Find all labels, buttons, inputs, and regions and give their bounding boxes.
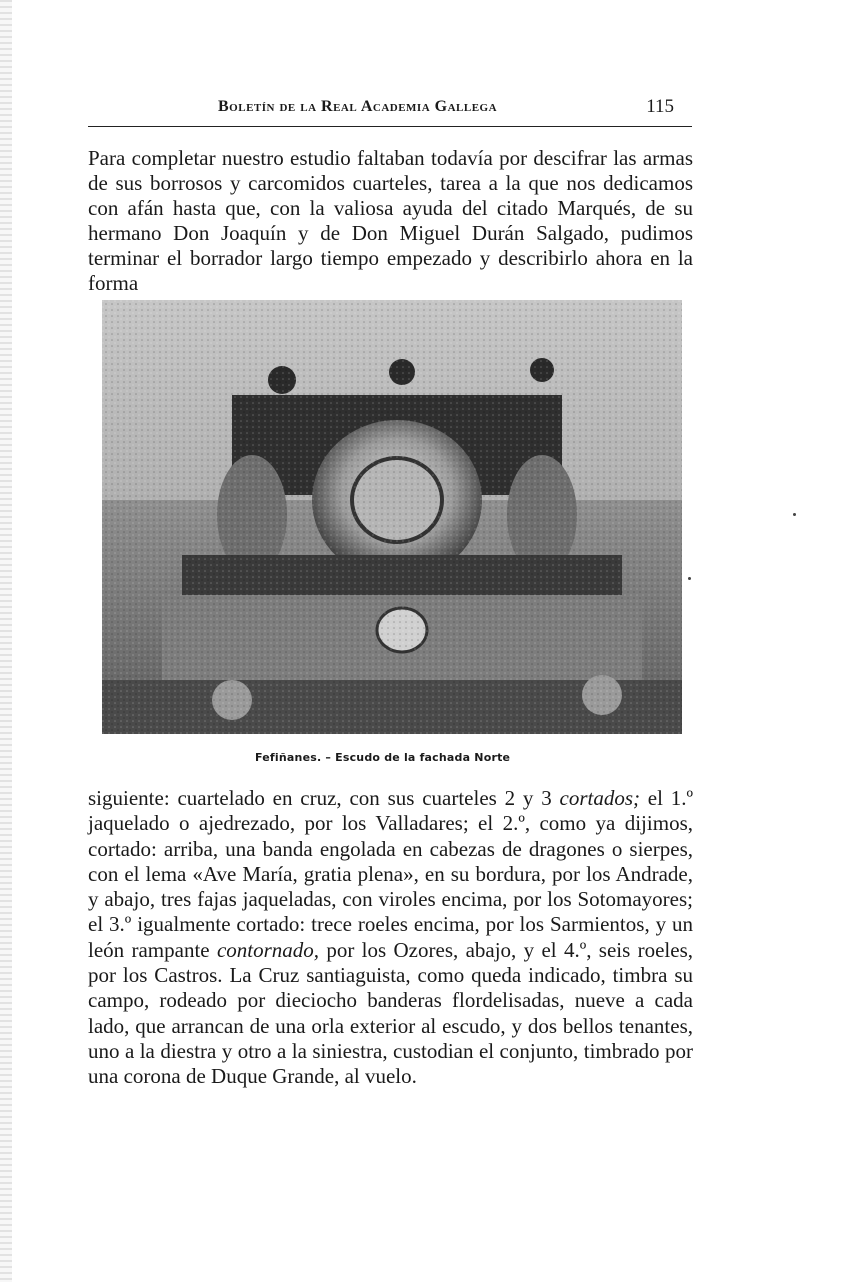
running-title: Boletín de la Real Academia Gallega	[218, 98, 498, 115]
figure-caption: Fefiñanes. – Escudo de la fachada Norte	[255, 751, 511, 764]
coat-of-arms-photo	[102, 300, 682, 734]
running-head	[88, 96, 692, 127]
page-number: 115	[646, 96, 674, 117]
speck	[688, 577, 691, 580]
paragraph-2-part-1: siguiente: cuartelado en cruz, con sus cuarteles 2 y 3	[88, 786, 560, 810]
paragraph-2-part-2: el 1.º jaquelado o ajedrezado, por los Valladares; el 2.º, como ya dijimos, cortado: arriba, una banda engolada en cabezas de dragones o sierpes, con el lema «Ave María, gratia plena», en su bordura, por los Andrade, y abajo, tres fajas jaqueladas, con viroles encima, por los Sotomayores; el 3.º igualmente cortado: trece roeles encima, por los Sarmientos, y un león rampante	[88, 786, 693, 962]
paragraph-2-text	[88, 786, 693, 1090]
paragraph-2-italic-2: contornado,	[216, 937, 320, 962]
paragraph-2-part-3: por los Ozores, abajo, y el 4.º, seis roeles, por los Castros. La Cruz santiaguista, como queda indicado, timbra su campo, rodeado por dieciocho banderas flordelisadas, nueve a cada lado, que arrancan de una orla exterior al escudo, y dos bellos tenantes, uno a la diestra y otro a la siniestra, custodian el conjunto, timbrado por una corona de Duque Grande, al vuelo.	[88, 937, 694, 1089]
paragraph-1-text: Para completar nuestro estudio faltaban todavía por descifrar las armas de sus borrosos y carcomidos cuarteles, tarea a la que nos dedicamos con afán hasta que, con la valiosa ayuda del citado Marqués, de su hermano Don Joaquín y de Don Miguel Durán Salgado, pudimos terminar el borrador largo tiempo empezado y describirlo ahora en la forma	[88, 146, 693, 295]
page-edge	[0, 0, 12, 1282]
paragraph-1	[88, 146, 693, 296]
figure-photo-coat-of-arms	[102, 300, 682, 734]
speck	[793, 513, 796, 516]
paragraph-2	[88, 786, 693, 1090]
paragraph-2-italic-1: cortados;	[559, 786, 640, 810]
